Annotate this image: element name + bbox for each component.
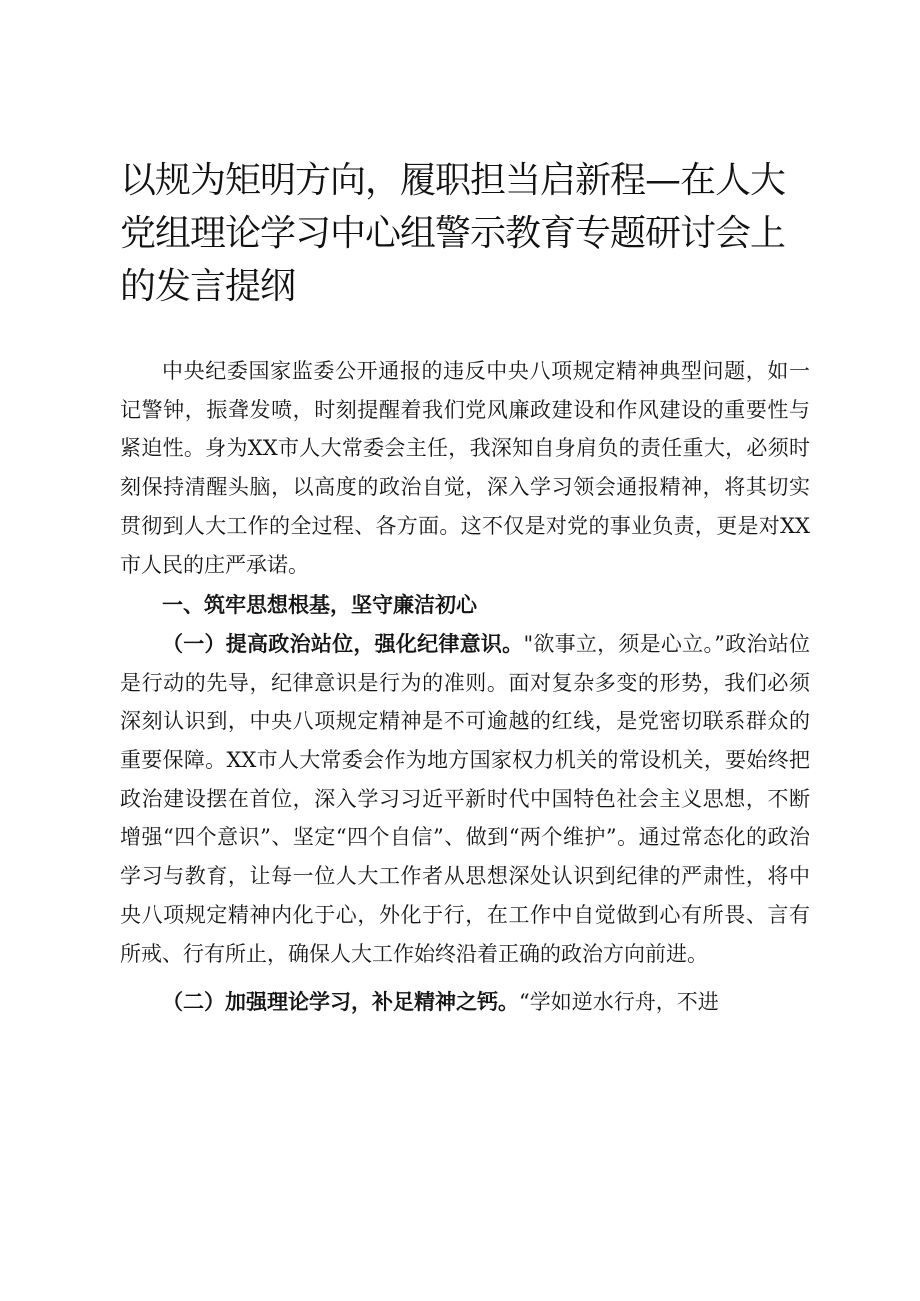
document-body bbox=[120, 352, 810, 1022]
document-title: 以规为矩明方向，履职担当启新程—在人大党组理论学习中心组警示教育专题研讨会上的发言提纲 bbox=[120, 160, 786, 307]
subsection-paragraph-2 bbox=[120, 983, 810, 1022]
subsection-2-text: “学如逆水行舟，不进 bbox=[519, 990, 719, 1015]
subsection-1-text: "欲事立，须是心立。”政治站位是行动的先导，纪律意识是行为的准则。面对复杂多变的形势，我们必须深刻认识到，中央八项规定精神是不可逾越的红线，是党密切联系群众的重要保障。XX市人大常委会作为地方国家权力机关的常设机关，要始终把政治建设摆在首位，深入学习习近平新时代中国特色社会主义思想，不断增强“四个意识”、坚定“四个自信”、做到“两个维护”。通过常态化的政治学习与教育，让每一位人大工作者从思想深处认识到纪律的严肃性，将中央八项规定精神内化于心，外化于行，在工作中自觉做到心有所畏、言有所戒、行有所止，确保人大工作始终沿着正确的政治方向前进。 bbox=[120, 631, 810, 966]
subsection-2-lead: （二）加强理论学习，补足精神之钙。 bbox=[162, 989, 519, 1015]
section-heading-1 bbox=[120, 586, 810, 625]
subsection-1-lead: （一）提高政治站位，强化纪律意识。 bbox=[162, 630, 524, 656]
section-heading-1-text: 一、筑牢思想根基，坚守廉洁初心 bbox=[162, 592, 477, 618]
subsection-paragraph-1 bbox=[120, 625, 810, 973]
intro-paragraph bbox=[120, 352, 810, 584]
intro-paragraph-text: 中央纪委国家监委公开通报的违反中央八项规定精神典型问题，如一记警钟，振聋发喷，时刻提醒着我们党风廉政建设和作风建设的重要性与紧迫性。身为XX市人大常委会主任，我深知自身肩负的责任重大，必须时刻保持清醒头脑，以高度的政治自觉，深入学习领会通报精神，将其切实贯彻到人大工作的全过程、各方面。这不仅是对党的事业负责，更是对XX市人民的庄严承诺。 bbox=[120, 359, 810, 577]
